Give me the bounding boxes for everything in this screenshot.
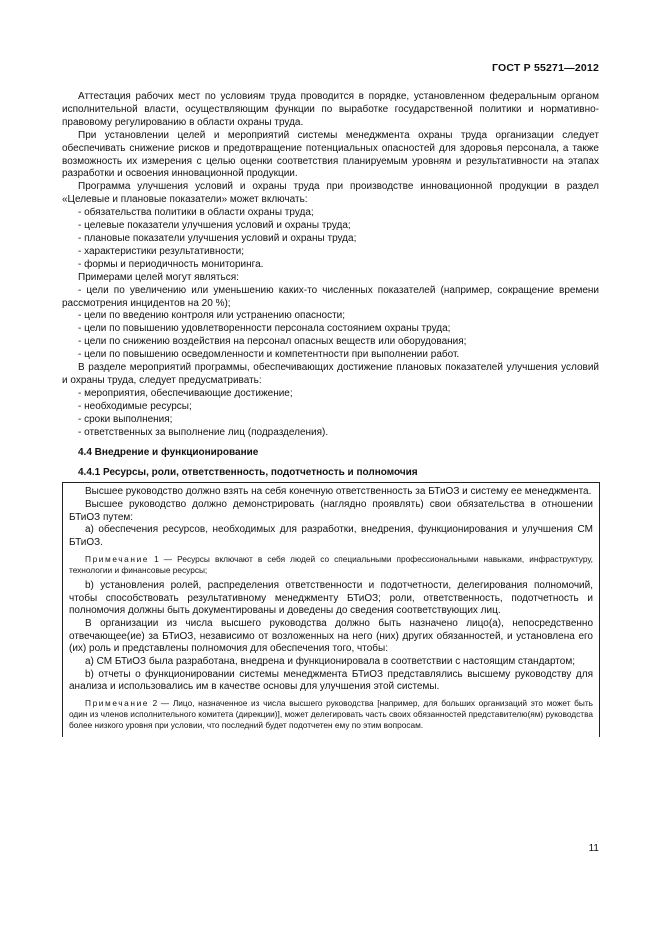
list-item: - необходимые ресурсы;: [78, 400, 192, 412]
paragraph: b) установления ролей, распределения ответственности и подотчетности, делегирования полномочий, чтобы способствовать результативному менеджменту БТиОЗ; роли, ответственность, подотчетность и полномочия должны быть документированы и доведены до сведения соответствующих лиц.: [69, 579, 593, 617]
list-item: - ответственных за выполнение лиц (подразделения).: [78, 426, 329, 438]
note-text: 1 — Ресурсы включают в себя людей со специальными профессиональными навыками, инфраструктуру, технологии и финансовые ресурсы;: [69, 553, 593, 575]
framed-text-box: [62, 482, 600, 737]
note-text: 2 — Лицо, назначенное из числа высшего руководства [например, для больших организаций это может быть один из членов исполнительного комитета (дирекции)], может делегировать часть своих обязанностей представителю(ям) руководства более низкого уровня при условии, что последний будет подотчетен ему по этим вопросам.: [69, 698, 593, 731]
note: [69, 698, 593, 731]
page-number: 11: [588, 843, 599, 854]
paragraph: При установлении целей и мероприятий системы менеджмента охраны труда организации следует обеспечивать снижение рисков и предотвращение потенциальных опасностей для здоровья персонала, а также возможность их измерения с целью оценки соответствия планируемым уровням и результативности на этапах разработки и освоения инновационной продукции.: [62, 129, 599, 180]
paragraph: Высшее руководство должно взять на себя конечную ответственность за БТиОЗ и систему ее менеджмента.: [85, 486, 592, 498]
paragraph: Программа улучшения условий и охраны труда при производстве инновационной продукции в раздел «Целевые и плановые показатели» может включать:: [62, 181, 599, 206]
paragraph: В организации из числа высшего руководства должно быть назначено лицо(а), непосредственно отвечающее(ие) за БТиОЗ, независимо от возложенных на него (них) других обязанностей, и установлена его (их) роль и представлены полномочия для обеспечения того, чтобы:: [69, 617, 593, 655]
document-code: ГОСТ Р 55271—2012: [491, 62, 599, 74]
note-label: Примечание: [85, 553, 150, 564]
list-item: - цели по повышению удовлетворенности персонала состоянием охраны труда;: [78, 323, 451, 335]
paragraph: Примерами целей могут являться:: [78, 271, 239, 283]
body-text: [62, 91, 599, 737]
note-label: Примечание: [85, 698, 150, 709]
paragraph: а) обеспечения ресурсов, необходимых для разработки, внедрения, функционирования и улучшения СМ БТиОЗ.: [69, 524, 593, 549]
list-item: - мероприятия, обеспечивающие достижение;: [78, 387, 293, 399]
list-item: - цели по снижению воздействия на персонал опасных веществ или оборудования;: [78, 336, 467, 348]
list-item: - целевые показатели улучшения условий и охраны труда;: [78, 220, 351, 232]
list-item: - характеристики результативности;: [78, 245, 244, 257]
paragraph: В разделе мероприятий программы, обеспечивающих достижение плановых показателей улучшения условий и охраны труда, следует предусматривать:: [62, 362, 599, 386]
list-item: - формы и периодичность мониторинга.: [78, 258, 264, 270]
list-item: - обязательства политики в области охраны труда;: [78, 207, 314, 219]
list-item: - цели по введению контроля или устранению опасности;: [78, 310, 346, 322]
note: [69, 554, 593, 576]
section-heading: 4.4 Внедрение и функционирование: [78, 447, 259, 459]
list-item: - сроки выполнения;: [78, 413, 173, 425]
paragraph: Высшее руководство должно демонстрировать (наглядно проявлять) свои обязательства в отношении БТиОЗ путем:: [69, 498, 593, 523]
paragraph: Аттестация рабочих мест по условиям труда проводится в порядке, установленном федеральным органом исполнительной власти, осуществляющим функции по выработке государственной политики и нормативно-правовому регулированию в области охраны труда.: [62, 91, 599, 128]
subsection-heading: 4.4.1 Ресурсы, роли, ответственность, подотчетность и полномочия: [78, 467, 418, 479]
list-item: - плановые показатели улучшения условий и охраны труда;: [78, 232, 357, 244]
paragraph: а) СМ БТиОЗ была разработана, внедрена и функционировала в соответствии с настоящим стандартом;: [85, 656, 575, 668]
paragraph: b) отчеты о функционировании системы менеджмента БТиОЗ представлялись высшему руководству для анализа и использовались им в качестве основы для улучшения этой системы.: [69, 668, 593, 693]
list-item: - цели по повышению осведомленности и компетентности при выполнении работ.: [78, 349, 460, 361]
list-item: - цели по увеличению или уменьшению каких-то численных показателей (например, сокращение времени рассмотрения инцидентов на 20 %);: [62, 284, 599, 309]
